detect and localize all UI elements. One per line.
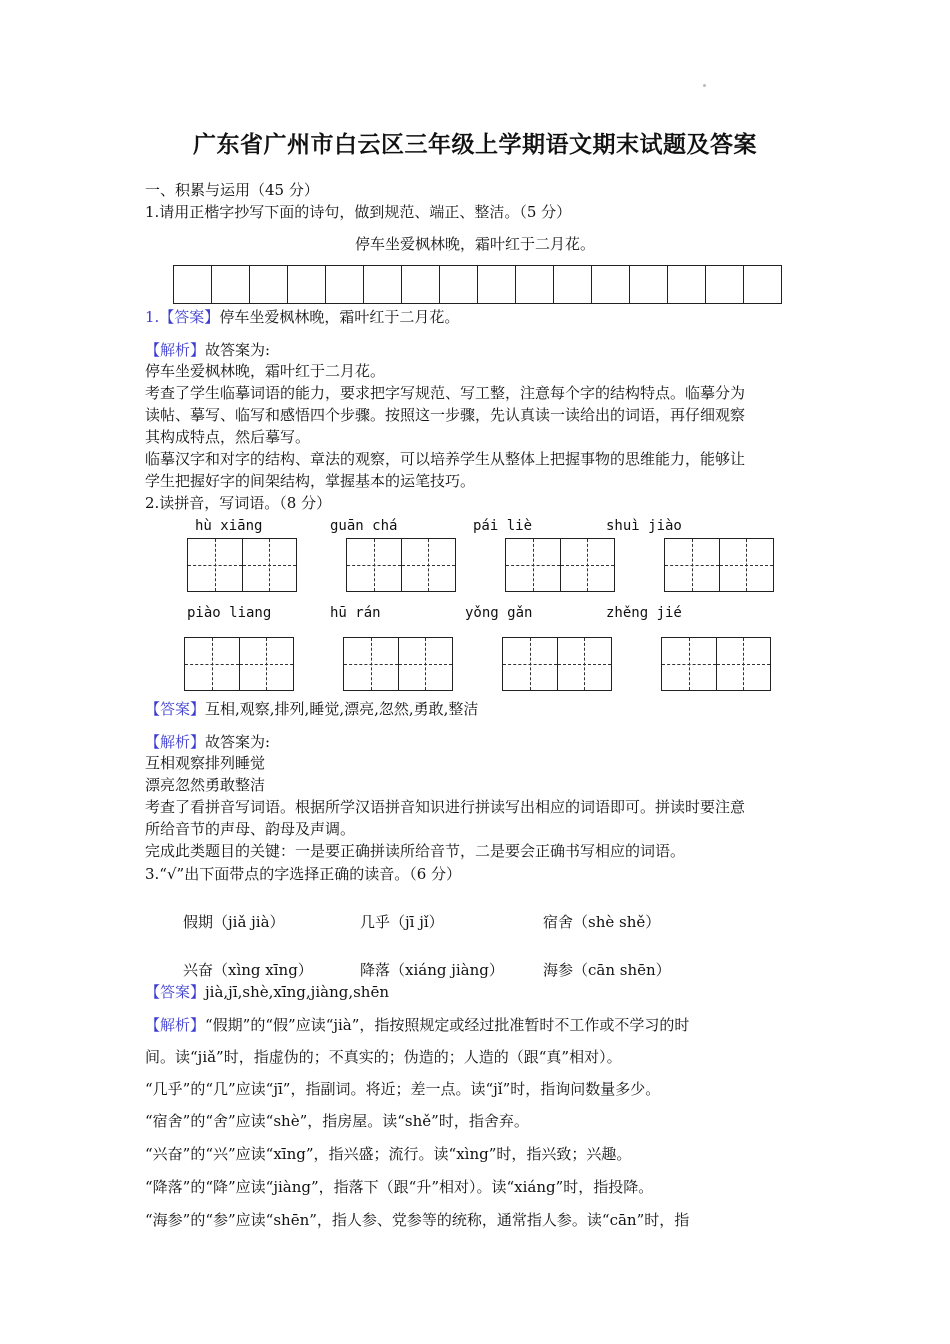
analysis-line: 考查了学生临摹词语的能力，要求把字写规范、写工整，注意每个字的结构特点。临摹分为 <box>145 384 746 402</box>
grid-cell[interactable] <box>477 265 516 304</box>
grid-cell[interactable] <box>401 265 440 304</box>
q3-prompt: 3.“√”出下面带点的字选择正确的读音。（6 分） <box>145 865 462 883</box>
writing-box[interactable] <box>343 637 453 691</box>
answer-text: 互相,观察,排列,睡觉,漂亮,忽然,勇敢,整洁 <box>205 700 479 718</box>
pronunciation-option: 降落（xiáng jiàng） <box>360 961 504 979</box>
pinyin-label: piào liang <box>187 605 272 621</box>
pinyin-label: zhěng jié <box>606 605 682 621</box>
analysis-line: 学生把握好字的间架结构，掌握基本的运笔技巧。 <box>145 472 476 490</box>
q1-analysis-head <box>145 339 270 360</box>
pinyin-label: yǒng gǎn <box>465 605 533 621</box>
q2-analysis-head <box>145 731 270 752</box>
writing-box[interactable] <box>184 637 294 691</box>
q1-answer <box>145 306 459 327</box>
analysis-line: “兴奋”的“兴”应读“xīng”，指兴盛；流行。读“xìng”时，指兴致；兴趣。 <box>145 1145 632 1163</box>
grid-cell[interactable] <box>173 265 212 304</box>
pronunciation-option: 兴奋（xìng xīng） <box>183 961 313 979</box>
analysis-line: 读帖、摹写、临写和感悟四个步骤。按照这一步骤，先认真读一读给出的词语，再仔细观察 <box>145 406 746 424</box>
writing-box[interactable] <box>505 538 615 592</box>
analysis-line: 所给音节的声母、韵母及声调。 <box>145 820 356 838</box>
grid-cell[interactable] <box>743 265 782 304</box>
pinyin-label: guān chá <box>330 518 398 534</box>
analysis-tag: 【解析】 <box>145 1016 206 1034</box>
grid-cell[interactable] <box>553 265 592 304</box>
grid-cell[interactable] <box>211 265 250 304</box>
grid-cell[interactable] <box>515 265 554 304</box>
pinyin-label: pái liè <box>473 518 533 534</box>
analysis-line: 其构成特点，然后摹写。 <box>145 428 311 446</box>
q1-poem: 停车坐爱枫林晚，霜叶红于二月花。 <box>354 235 595 253</box>
q2-prompt: 2.读拼音，写词语。（8 分） <box>145 494 332 512</box>
analysis-tag: 【解析】 <box>145 733 206 751</box>
analysis-line: “宿舍”的“舍”应读“shè”，指房屋。读“shě”时，指舍弃。 <box>145 1112 529 1130</box>
pinyin-label: shuì jiào <box>606 518 682 534</box>
analysis-line: “海参”的“参”应读“shēn”，指人参、党参等的统称，通常指人参。读“cān”时，指 <box>145 1211 690 1229</box>
analysis-line: 临摹汉字和对字的结构、章法的观察，可以培养学生从整体上把握事物的思维能力，能够让 <box>145 450 746 468</box>
q1-prompt: 1.请用正楷字抄写下面的诗句，做到规范、端正、整洁。（5 分） <box>145 203 572 221</box>
analysis-line: 完成此类题目的关键：一是要正确拼读所给音节，二是要会正确书写相应的词语。 <box>145 842 686 860</box>
pronunciation-option: 假期（jiǎ jià） <box>183 913 285 931</box>
answer-tag: 【答案】 <box>145 700 206 718</box>
writing-box[interactable] <box>346 538 456 592</box>
analysis-line: 间。读“jiǎ”时，指虚伪的；不真实的；伪造的；人造的（跟“真”相对）。 <box>145 1048 622 1066</box>
analysis-line: 互相观察排列睡觉 <box>145 754 266 772</box>
answer-text: 停车坐爱枫林晚，霜叶红于二月花。 <box>219 308 460 326</box>
answer-tag: 1.【答案】 <box>145 308 220 326</box>
copy-grid <box>173 265 782 304</box>
writing-box[interactable] <box>502 637 612 691</box>
pronunciation-option: 几乎（jī jǐ） <box>360 913 444 931</box>
grid-cell[interactable] <box>705 265 744 304</box>
pronunciation-option: 海参（cān shēn） <box>543 961 671 979</box>
grid-cell[interactable] <box>325 265 364 304</box>
pronunciation-option: 宿舍（shè shě） <box>543 913 661 931</box>
q3-analysis-head <box>145 1014 689 1035</box>
grid-cell[interactable] <box>363 265 402 304</box>
analysis-line: 停车坐爱枫林晚，霜叶红于二月花。 <box>145 362 386 380</box>
analysis-line: 故答案为: <box>205 733 271 751</box>
analysis-line: 漂亮忽然勇敢整洁 <box>145 776 266 794</box>
grid-cell[interactable] <box>287 265 326 304</box>
answer-text: jià,jī,shè,xīng,jiàng,shēn <box>205 983 389 1001</box>
analysis-line: 故答案为: <box>205 341 271 359</box>
answer-tag: 【答案】 <box>145 983 206 1001</box>
analysis-line: “几乎”的“几”应读“jī”，指副词。将近；差一点。读“jǐ”时，指询问数量多少。 <box>145 1080 661 1098</box>
grid-cell[interactable] <box>629 265 668 304</box>
pinyin-label: hù xiāng <box>195 518 263 534</box>
analysis-tag: 【解析】 <box>145 341 206 359</box>
grid-cell[interactable] <box>591 265 630 304</box>
writing-box[interactable] <box>664 538 774 592</box>
page-title: 广东省广州市白云区三年级上学期语文期末试题及答案 <box>193 132 757 158</box>
grid-cell[interactable] <box>249 265 288 304</box>
analysis-line: “假期”的“假”应读“jià”，指按照规定或经过批准暂时不工作或不学习的时 <box>205 1016 690 1034</box>
analysis-line: 考查了看拼音写词语。根据所学汉语拼音知识进行拼读写出相应的词语即可。拼读时要注意 <box>145 798 746 816</box>
section-heading: 一、积累与运用（45 分） <box>145 181 319 199</box>
grid-cell[interactable] <box>667 265 706 304</box>
writing-box[interactable] <box>661 637 771 691</box>
page-speck <box>703 84 706 87</box>
analysis-line: “降落”的“降”应读“jiàng”，指落下（跟“升”相对）。读“xiáng”时，指投降。 <box>145 1178 654 1196</box>
grid-cell[interactable] <box>439 265 478 304</box>
q3-answer <box>145 981 389 1002</box>
q2-answer <box>145 698 478 719</box>
writing-box[interactable] <box>187 538 297 592</box>
pinyin-label: hū rán <box>330 605 381 621</box>
